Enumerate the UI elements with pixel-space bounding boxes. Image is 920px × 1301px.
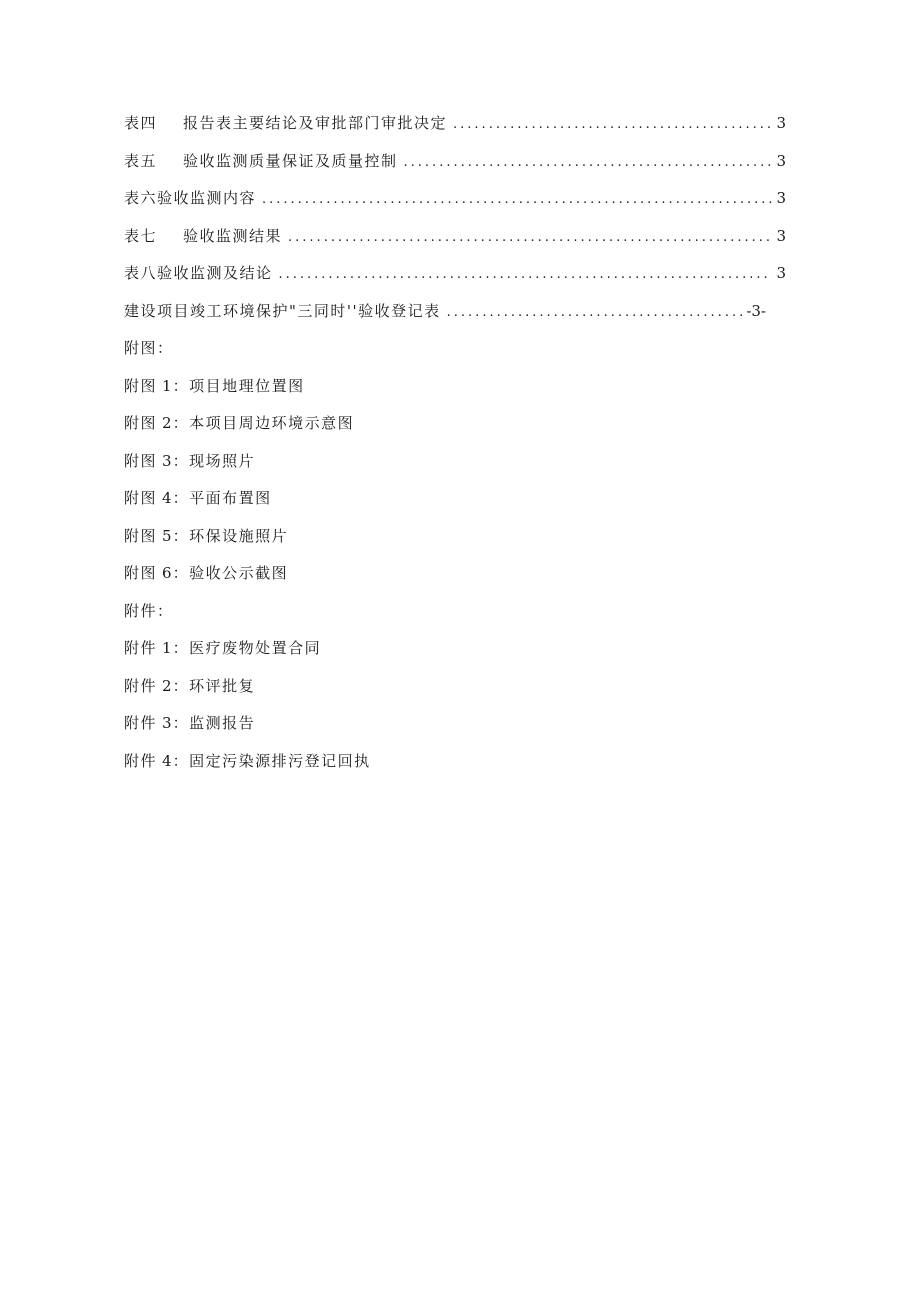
figure-number: 4 bbox=[162, 489, 172, 507]
attachment-item[interactable]: 附件 3 ： 监测报告 bbox=[124, 714, 256, 732]
toc-page-number: -3- bbox=[746, 301, 766, 320]
figure-label: 附图 bbox=[124, 489, 158, 507]
attachment-label: 附件 bbox=[124, 714, 158, 732]
toc-entry[interactable] bbox=[124, 300, 766, 338]
figure-title: 验收公示截图 bbox=[189, 564, 289, 582]
toc-leader-dots bbox=[279, 267, 773, 282]
figure-item[interactable]: 附图 1 ： 项目地理位置图 bbox=[124, 376, 305, 395]
attachment-number: 2 bbox=[162, 676, 172, 695]
attachment-number: 3 bbox=[162, 714, 172, 732]
figure-item[interactable]: 附图 2 ： 本项目周边环境示意图 bbox=[124, 414, 355, 432]
attachment-item[interactable]: 附件 1 ： 医疗废物处置合同 bbox=[124, 639, 322, 657]
figure-number: 1 bbox=[162, 376, 172, 395]
table-of-contents bbox=[124, 112, 786, 337]
figure-number: 3 bbox=[162, 451, 172, 470]
toc-page-number: 3 bbox=[776, 189, 786, 207]
attachment-label: 附件 bbox=[124, 676, 158, 695]
attachment-number: 4 bbox=[162, 751, 172, 770]
figure-number: 5 bbox=[162, 526, 172, 545]
figure-label: 附图 bbox=[124, 564, 158, 582]
attachment-title: 监测报告 bbox=[189, 714, 256, 732]
toc-leader-dots bbox=[262, 192, 772, 207]
toc-entry[interactable] bbox=[124, 112, 786, 150]
toc-title: 表六验收监测内容 bbox=[124, 189, 257, 207]
figure-label: 附图 bbox=[124, 414, 158, 432]
figure-number: 2 bbox=[162, 414, 172, 432]
toc-prefix: 表七 bbox=[124, 226, 158, 245]
toc-title: 表八验收监测及结论 bbox=[124, 264, 273, 282]
attachment-label: 附件 bbox=[124, 751, 158, 770]
figure-title: 平面布置图 bbox=[189, 489, 272, 507]
toc-prefix: 表四 bbox=[124, 114, 158, 132]
figures-heading: 附图： bbox=[124, 339, 174, 357]
figure-title: 本项目周边环境示意图 bbox=[189, 414, 355, 432]
toc-entry[interactable] bbox=[124, 150, 786, 188]
figure-label: 附图 bbox=[124, 526, 158, 545]
figure-title: 现场照片 bbox=[189, 451, 256, 470]
toc-entry[interactable] bbox=[124, 262, 786, 300]
figure-label: 附图 bbox=[124, 376, 158, 395]
toc-leader-dots bbox=[447, 305, 743, 320]
attachment-number: 1 bbox=[162, 639, 172, 657]
attachment-item[interactable]: 附件 2 ： 环评批复 bbox=[124, 676, 256, 695]
toc-entry[interactable] bbox=[124, 187, 786, 225]
attachment-title: 环评批复 bbox=[189, 676, 256, 695]
toc-page-number: 3 bbox=[776, 114, 786, 132]
attachment-label: 附件 bbox=[124, 639, 158, 657]
toc-prefix: 表五 bbox=[124, 151, 158, 170]
toc-page-number: 3 bbox=[776, 264, 786, 282]
figure-title: 项目地理位置图 bbox=[189, 376, 305, 395]
attachments-heading: 附件： bbox=[124, 601, 174, 620]
toc-title: 验收监测结果 bbox=[183, 226, 283, 245]
figure-item[interactable]: 附图 3 ： 现场照片 bbox=[124, 451, 256, 470]
figure-item[interactable]: 附图 4 ： 平面布置图 bbox=[124, 489, 272, 507]
toc-page-number: 3 bbox=[776, 151, 786, 170]
toc-page-number: 3 bbox=[776, 226, 786, 245]
attachment-item[interactable]: 附件 4 ： 固定污染源排污登记回执 bbox=[124, 751, 371, 770]
toc-entry[interactable] bbox=[124, 225, 786, 263]
attachment-title: 医疗废物处置合同 bbox=[189, 639, 322, 657]
toc-leader-dots bbox=[288, 230, 772, 245]
figure-number: 6 bbox=[162, 564, 172, 582]
appendix-list bbox=[124, 337, 371, 787]
figure-label: 附图 bbox=[124, 451, 158, 470]
attachment-title: 固定污染源排污登记回执 bbox=[189, 751, 371, 770]
toc-title: 报告表主要结论及审批部门审批决定 bbox=[183, 114, 448, 132]
figure-item[interactable]: 附图 5 ： 环保设施照片 bbox=[124, 526, 289, 545]
figure-title: 环保设施照片 bbox=[189, 526, 289, 545]
toc-title: 建设项目竣工环境保护"三同时''验收登记表 bbox=[124, 301, 441, 320]
toc-leader-dots bbox=[404, 155, 773, 170]
figure-item[interactable]: 附图 6 ： 验收公示截图 bbox=[124, 564, 289, 582]
toc-leader-dots bbox=[453, 117, 772, 132]
toc-title: 验收监测质量保证及质量控制 bbox=[183, 151, 398, 170]
